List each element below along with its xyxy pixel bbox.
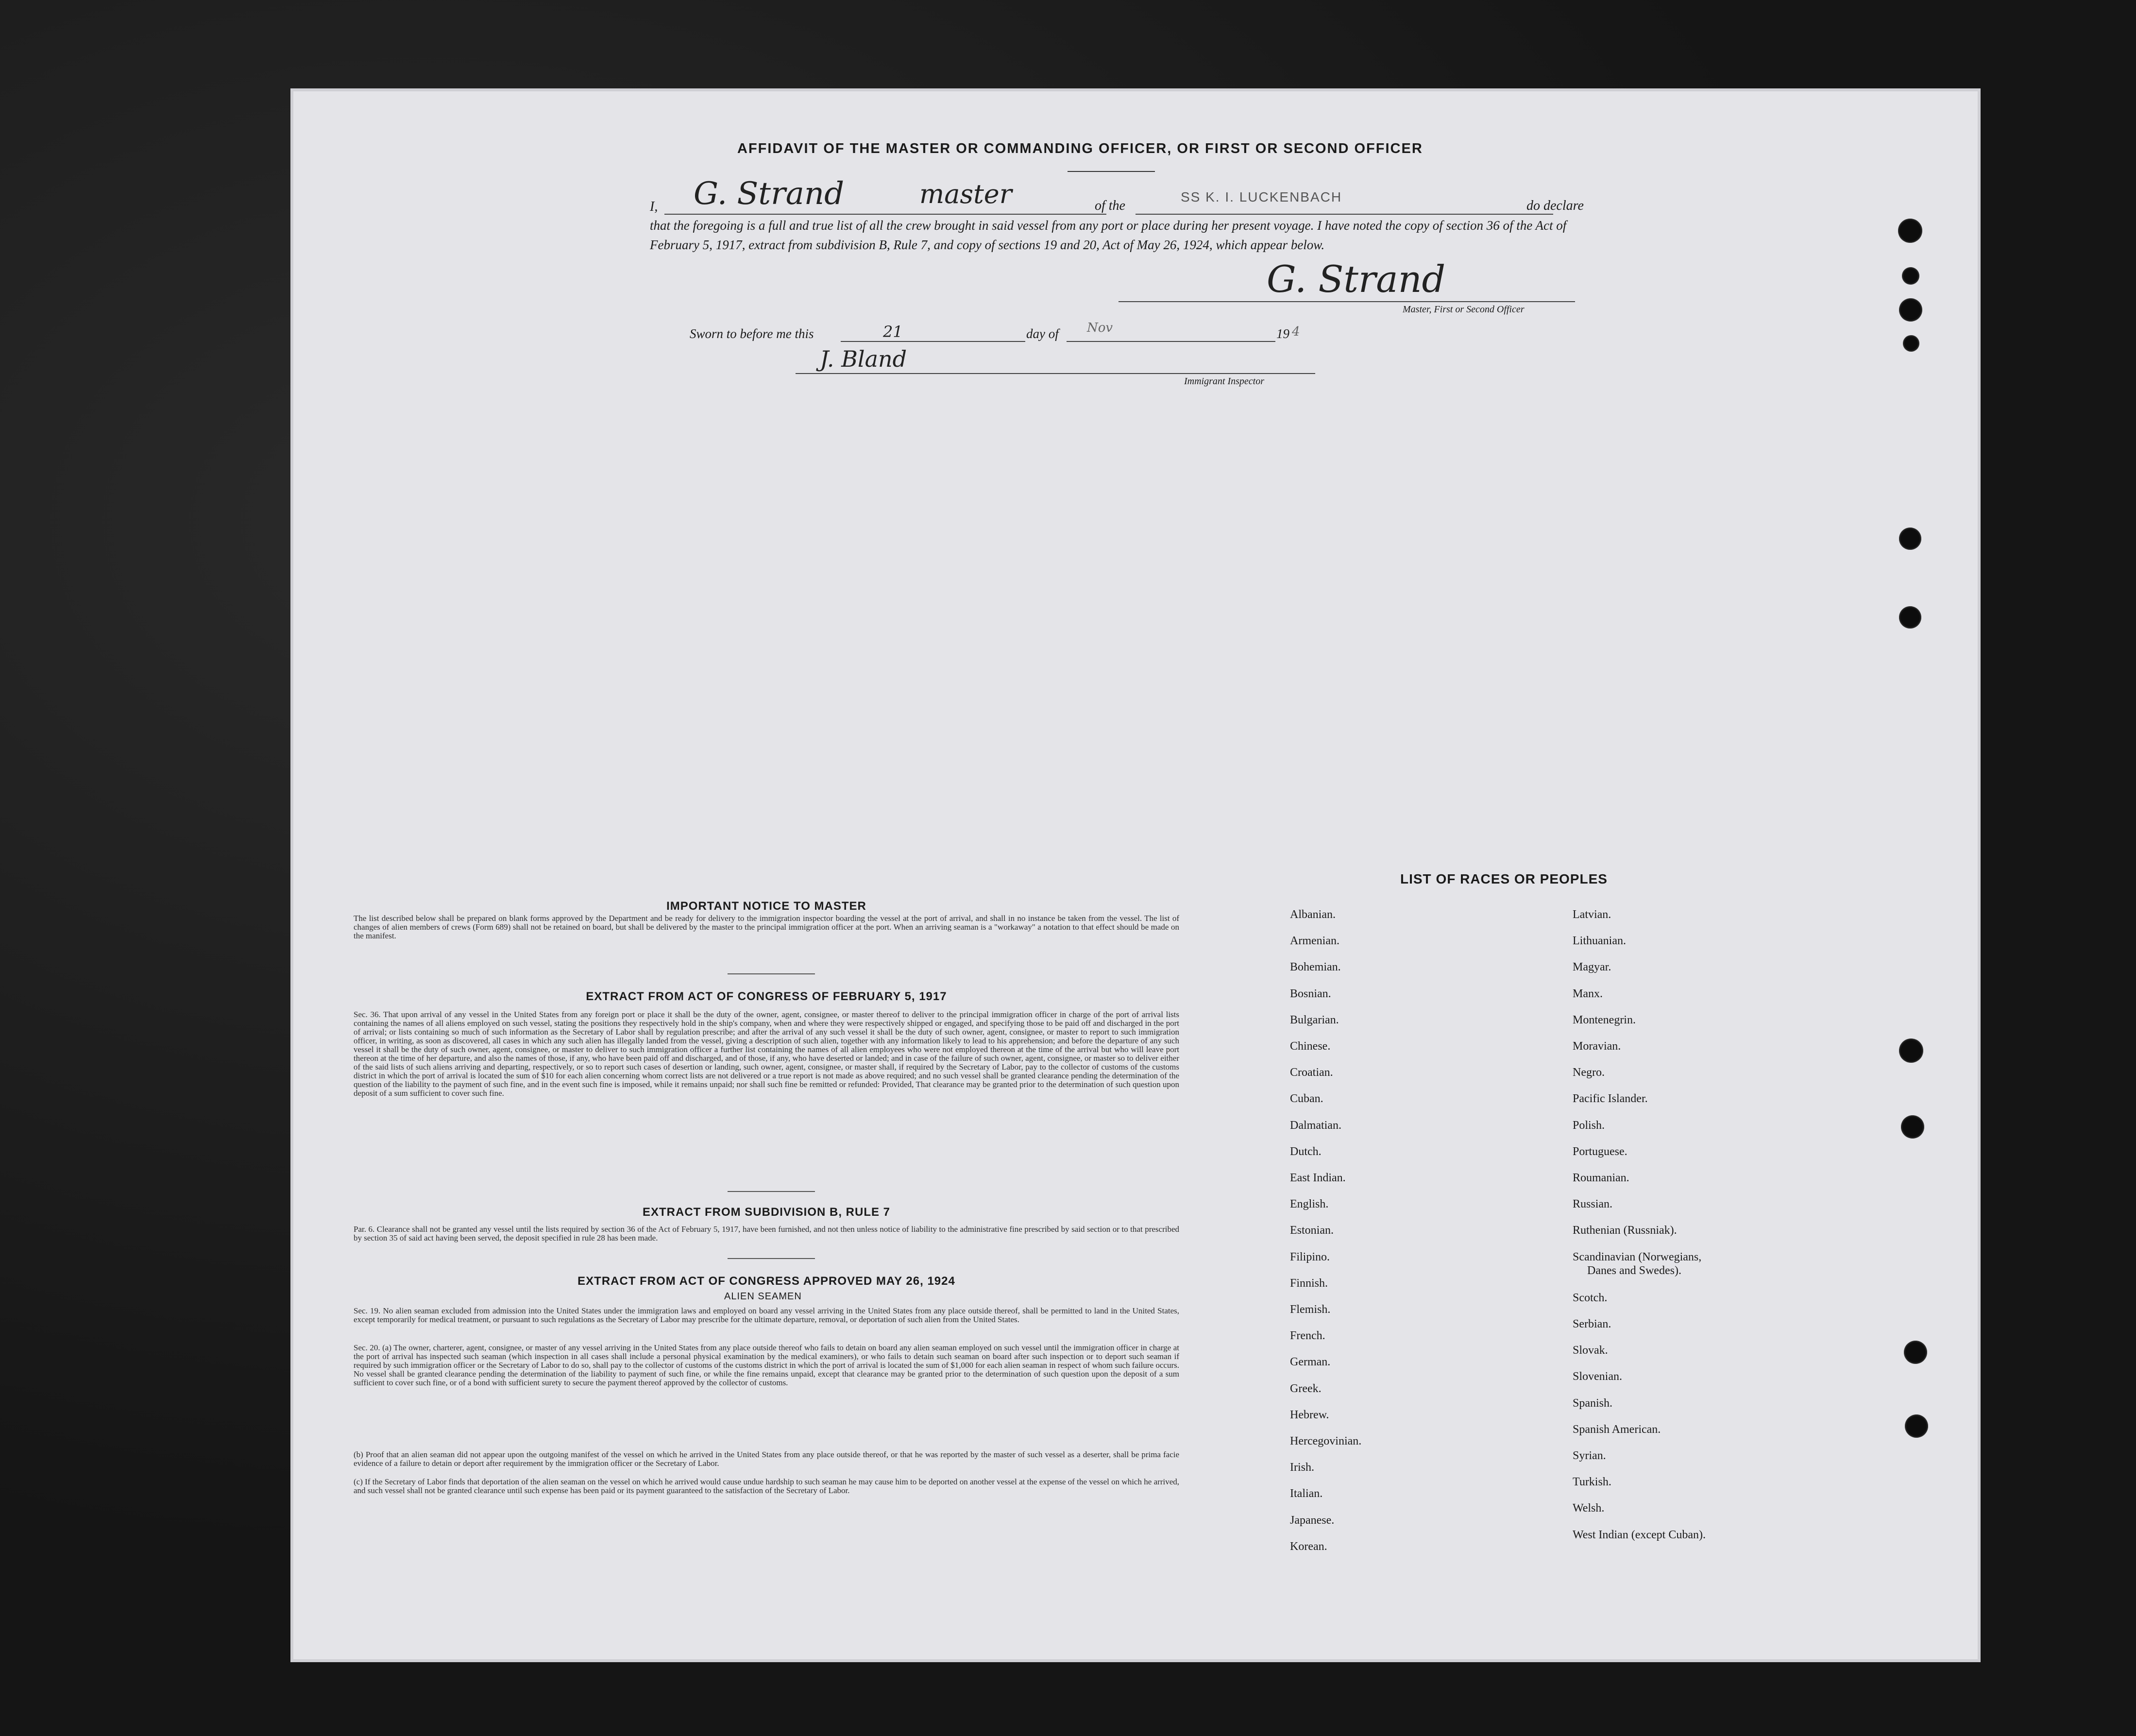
punch-hole [1899,606,1921,629]
race-item: Bosnian. [1290,987,1331,1000]
punch-hole [1904,1341,1927,1364]
race-item: Montenegrin. [1573,1014,1636,1026]
title-divider [1068,171,1155,172]
document-page [290,88,1981,1662]
extract-1924-sec20a: Sec. 20. (a) The owner, charterer, agent, consignee, or master of any vessel arriving in the United States from any place outside thereof who fails to detain on board any alien seaman employed on such vessel until the immigration officer in charge at the port of arrival has inspected such seaman (which inspection in all cases shall include a personal physical examination by the medical examiners), or who fails to detain such seaman on board after such inspection or to deport such seaman if required by such immigration officer or the Secretary of Labor to do so, shall pay to the collector of customs of the customs district in which the port of arrival is located the sum of $1,000 for each alien seaman in respect of whom such failure occurs. No vessel shall be granted clearance pending the determination of the liability to payment of such fine, or while the fine remains unpaid, except that clearance may be granted prior to the determination of such question upon the deposit of a sum sufficient to cover such fine, or of a bond with sufficient surety to secure the payment thereof approved by the collector of customs. [354,1343,1179,1387]
race-item: Scandinavian (Norwegians, [1573,1251,1702,1263]
master-name: G. Strand [694,176,845,212]
race-item: Russian. [1573,1198,1613,1210]
race-item: Dalmatian. [1290,1119,1341,1132]
extract-1924-sec20b: (b) Proof that an alien seaman did not appear upon the outgoing manifest of the vessel on which he arrived in the United States from any place outside thereof, or that he was reported by the master of such vessel as a deserter, shall be prima facie evidence of a failure to detain or deport after requirement by the immigration officer or the Secretary of Labor. [354,1450,1179,1468]
race-item: Moravian. [1573,1040,1621,1053]
day-of-label: day of [1026,326,1059,341]
extract-1924-sec19: Sec. 19. No alien seaman excluded from admission into the United States under the immigration laws and employed on board any vessel arriving in the United States from any place outside thereof, shall be permitted to land in the United States, except temporarily for medical treatment, or pursuant to such regulations as the Secretary of Labor may prescribe for the ultimate departure, removal, or deportation of such alien from the United States. [354,1306,1179,1324]
race-item: Greek. [1290,1382,1322,1395]
master-signature: G. Strand [1267,257,1446,301]
inspector-line [796,373,1315,374]
sworn-day-line [841,341,1025,342]
of-the-label: of the [1095,198,1125,213]
race-item: French. [1290,1329,1325,1342]
race-item: West Indian (except Cuban). [1573,1529,1706,1541]
sworn-month: Nov [1087,321,1113,335]
race-item: Magyar. [1573,961,1611,973]
prefix-i: I, [650,199,658,214]
punch-hole [1899,528,1921,550]
race-item: Irish. [1290,1461,1314,1474]
signature-line [1119,301,1575,302]
race-item: Flemish. [1290,1303,1331,1316]
extract-rule7-divider [728,1258,815,1259]
race-item: Slovenian. [1573,1370,1622,1383]
race-item: Lithuanian. [1573,935,1626,947]
sworn-day: 21 [883,323,903,341]
punch-hole [1905,1414,1928,1438]
race-item: Negro. [1573,1066,1605,1079]
extract-rule7-title: EXTRACT FROM SUBDIVISION B, RULE 7 [642,1206,891,1219]
race-item: Dutch. [1290,1145,1322,1158]
race-item: Armenian. [1290,935,1339,947]
punch-hole [1898,219,1922,243]
extract-rule7-text: Par. 6. Clearance shall not be granted any vessel until the lists required by section 36 of the Act of February 5, 1917, have been furnished, and not then unless notice of liability to the administrative fine prescribed by said section or to that prescribed by section 35 of said act having been served, the deposit specified in rule 28 has been made. [354,1225,1179,1242]
race-item: Slovak. [1573,1344,1608,1357]
race-item: Croatian. [1290,1066,1333,1079]
race-item: Scotch. [1573,1292,1608,1304]
punch-hole [1899,298,1922,322]
extract-1917-title: EXTRACT FROM ACT OF CONGRESS OF FEBRUARY 5, 1917 [586,990,947,1003]
sworn-label: Sworn to before me this [690,326,814,341]
extract-1924-title: EXTRACT FROM ACT OF CONGRESS APPROVED MAY 26, 1924 [577,1275,955,1288]
punch-hole [1899,1038,1923,1063]
race-item: Welsh. [1573,1502,1605,1515]
race-item: English. [1290,1198,1329,1210]
race-item: Italian. [1290,1487,1323,1500]
affidavit-title: AFFIDAVIT OF THE MASTER OR COMMANDING OFFICER, OR FIRST OR SECOND OFFICER [737,141,1423,156]
punch-hole [1903,335,1919,352]
inspector-signature: J. Bland [820,346,907,372]
race-item: German. [1290,1356,1331,1368]
extract-1924-sec20c: (c) If the Secretary of Labor finds that deportation of the alien seaman on the vessel on which he arrived would cause undue hardship to such seaman he may cause him to be deported on another vessel at the expense of the vessel on which he arrived, and such vessel shall not be granted clearance until such expense has been paid or its payment guaranteed to the satisfaction of the Secretary of Labor. [354,1477,1179,1495]
race-item: Filipino. [1290,1251,1330,1263]
race-item: Manx. [1573,987,1603,1000]
race-item: Finnish. [1290,1277,1328,1290]
race-item: Latvian. [1573,908,1611,921]
race-item: Ruthenian (Russniak). [1573,1224,1677,1237]
vessel-line [1136,214,1553,215]
race-item: Spanish American. [1573,1423,1661,1436]
extract-1917-divider [728,1191,815,1192]
race-item: Albanian. [1290,908,1336,921]
year-prefix: 19 [1276,326,1289,341]
race-item: Bohemian. [1290,961,1341,973]
extract-1917-text: Sec. 36. That upon arrival of any vessel in the United States from any foreign port or place it shall be the duty of the owner, agent, consignee, or master thereof to deliver to the principal immigration officer in charge of the port of arrival lists containing the names of all aliens employed on such vessel, stating the positions they respectively hold in the ship's company, when and where they were respectively shipped or engaged, and specifying those to be paid off and discharged in the port of arrival; or lists containing so much of such information as the Secretary of Labor shall by regulation prescribe; and after the arrival of any such vessel it shall be the duty of such owner, agent, consignee, or master to report to such immigration officer, in writing, as soon as discovered, all cases in which any such alien has illegally landed from the vessel, giving a description of such alien, together with any information likely to lead to his apprehension; and before the departure of any such vessel it shall be the duty of such owner, agent, consignee, or master to deliver to such immigration officer a further list containing the names of all alien employees who were not employed thereon at the time of the arrival but who will leave port thereon at the time of her departure, and also the names of those, if any, who have been paid off and discharged, and of those, if any, who have deserted or landed; and in case of the failure of such owner, agent, consignee, or master so to deliver either of the said lists of such aliens arriving and departing, respectively, or so to report such cases of desertion or landing, such owner, agent, consignee, or master shall, if required by the Secretary of Labor, pay to the collector of customs of the customs district in which the port of arrival is located the sum of $10 for each alien concerning whom correct lists are not delivered or a true report is not made as above required; and no such vessel shall be granted clearance pending the determination of the question of the liability to the payment of such fine, and in the event such fine is imposed, while it remains unpaid; nor shall such fine be remitted or refunded: Provided, That clearance may be granted prior to the determination of such question upon deposit of a sum sufficient to cover such fine. [354,1010,1179,1098]
do-declare-label: do declare [1526,198,1584,213]
sworn-month-line [1067,341,1275,342]
race-item: Estonian. [1290,1224,1334,1237]
notice-title: IMPORTANT NOTICE TO MASTER [666,900,866,913]
vessel-name: SS K. I. LUCKENBACH [1181,189,1342,204]
signature-caption: Master, First or Second Officer [1403,304,1525,315]
race-item: Hercegovinian. [1290,1435,1362,1447]
races-title: LIST OF RACES OR PEOPLES [1400,871,1608,886]
year-suffix: 4 [1292,324,1300,339]
race-item: Hebrew. [1290,1409,1329,1421]
punch-hole [1902,267,1919,285]
race-item: Polish. [1573,1119,1605,1132]
race-item: Pacific Islander. [1573,1092,1648,1105]
race-item: Cuban. [1290,1092,1323,1105]
race-item: Roumanian. [1573,1172,1629,1184]
punch-hole [1901,1115,1924,1139]
race-item: Turkish. [1573,1476,1611,1488]
notice-text: The list described below shall be prepared on blank forms approved by the Department and be ready for delivery to the immigration inspector boarding the vessel at the port of arrival, and shall in no instance be taken from the vessel. The list of changes of alien members of crews (Form 689) shall not be retained on board, but shall be delivered by the master to the principal immigration officer at the port. When an arriving seaman is a "workaway" a notation to that effect should be made on the manifest. [354,914,1179,940]
race-item: East Indian. [1290,1172,1346,1184]
name-line [664,214,1106,215]
race-item: Serbian. [1573,1318,1611,1330]
extract-1924-subtitle: ALIEN SEAMEN [724,1291,802,1302]
notice-divider [728,973,815,974]
race-item: Portuguese. [1573,1145,1627,1158]
affidavit-statement: that the foregoing is a full and true list of all the crew brought in said vessel from any port or place during her present voyage. I have noted the copy of section 36 of the Act of February 5, 1917, extract from subdivision B, Rule 7, and copy of sections 19 and 20, Act of May 26, 1924, which appear below. [650,218,1567,252]
race-item: Bulgarian. [1290,1014,1339,1026]
race-item: Korean. [1290,1540,1327,1553]
master-role: master [919,179,1012,209]
race-item: Japanese. [1290,1514,1335,1527]
inspector-caption: Immigrant Inspector [1184,376,1264,387]
race-item: Danes and Swedes). [1587,1264,1681,1277]
race-item: Syrian. [1573,1449,1606,1462]
race-item: Chinese. [1290,1040,1331,1053]
race-item: Spanish. [1573,1397,1613,1410]
